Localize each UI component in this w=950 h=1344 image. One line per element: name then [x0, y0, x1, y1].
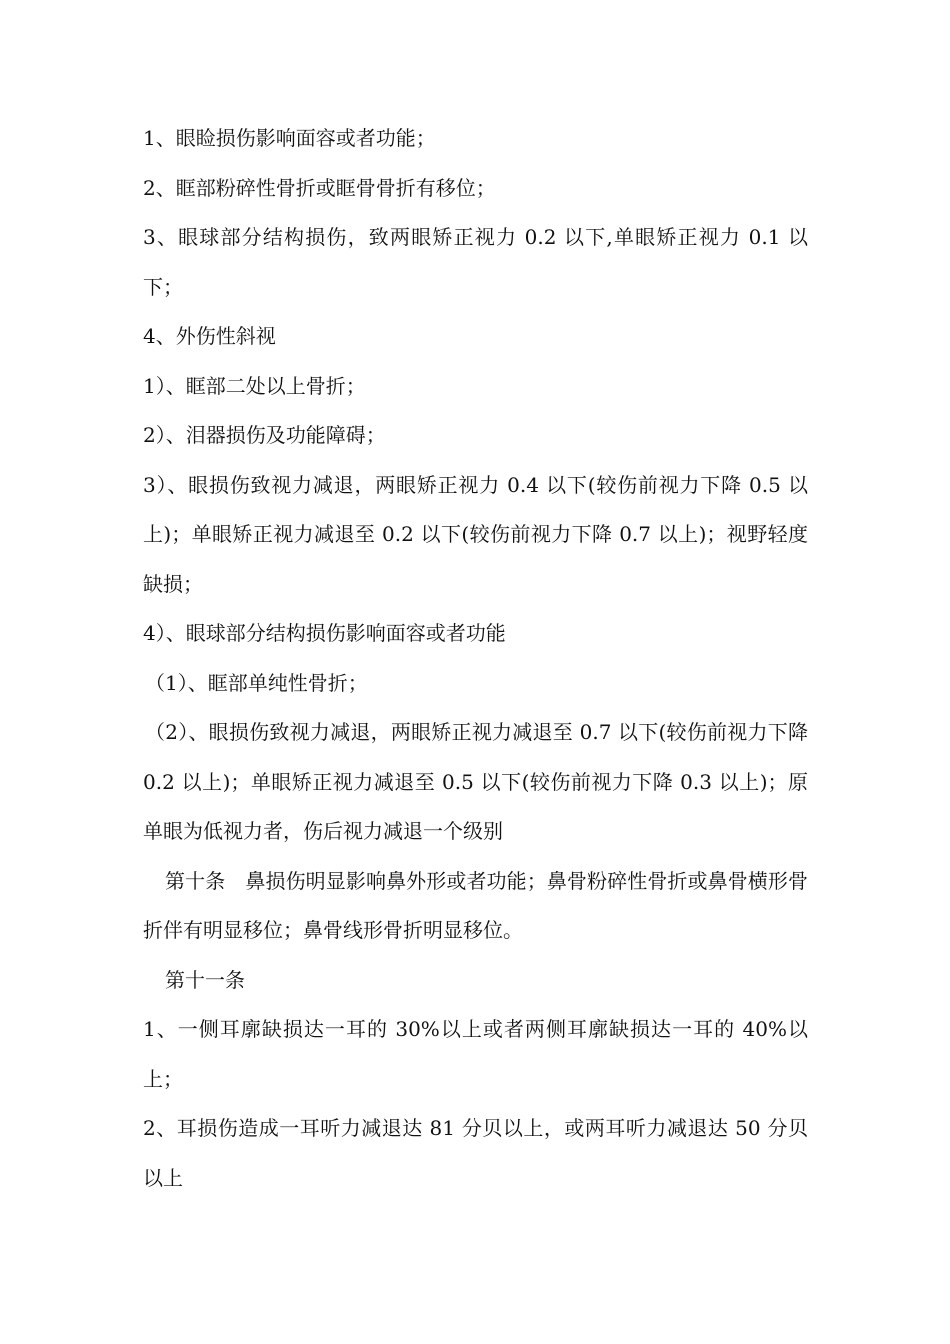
- paragraph-subsubitem-1: （1）、眶部单纯性骨折；: [145, 670, 368, 695]
- paragraph-subitem-4: 4）、眼球部分结构损伤影响面容或者功能: [143, 621, 506, 645]
- paragraph-item-4: 4、外伤性斜视: [143, 324, 276, 348]
- paragraph-item-3: 3、眼球部分结构损伤，致两眼矫正视力 0.2 以下,单眼矫正视力 0.1 以下；: [143, 225, 808, 299]
- paragraph-subitem-3: 3）、眼损伤致视力减退，两眼矫正视力 0.4 以下(较伤前视力下降 0.5 以上)；单眼矫正视力减退至 0.2 以下(较伤前视力下降 0.7 以上)；视野轻度缺损；: [143, 472, 808, 596]
- paragraph-subitem-1: 1）、眶部二处以上骨折；: [143, 373, 366, 398]
- article-ten: 第十条 鼻损伤明显影响鼻外形或者功能；鼻骨粉碎性骨折或鼻骨横形骨折伴有明显移位；鼻骨线形骨折明显移位。: [143, 868, 808, 942]
- paragraph-item-2: 2、眶部粉碎性骨折或眶骨骨折有移位；: [143, 175, 496, 200]
- paragraph-item-1: 1、眼睑损伤影响面容或者功能；: [143, 126, 436, 150]
- document-body: [143, 114, 808, 1203]
- article-eleven-item-2: 2、耳损伤造成一耳听力减退达 81 分贝以上，或两耳听力减退达 50 分贝以上: [143, 1116, 808, 1190]
- article-eleven-heading: 第十一条: [165, 967, 245, 992]
- article-eleven-item-1: 1、一侧耳廓缺损达一耳的 30%以上或者两侧耳廓缺损达一耳的 40%以上；: [143, 1017, 808, 1091]
- paragraph-subitem-2: 2）、泪器损伤及功能障碍；: [143, 423, 386, 447]
- paragraph-subsubitem-2: （2）、眼损伤致视力减退，两眼矫正视力减退至 0.7 以下(较伤前视力下降 0.2 以上)；单眼矫正视力减退至 0.5 以下(较伤前视力下降 0.3 以上)；原单眼为低视力者，伤后视力减退一个级别: [143, 720, 808, 843]
